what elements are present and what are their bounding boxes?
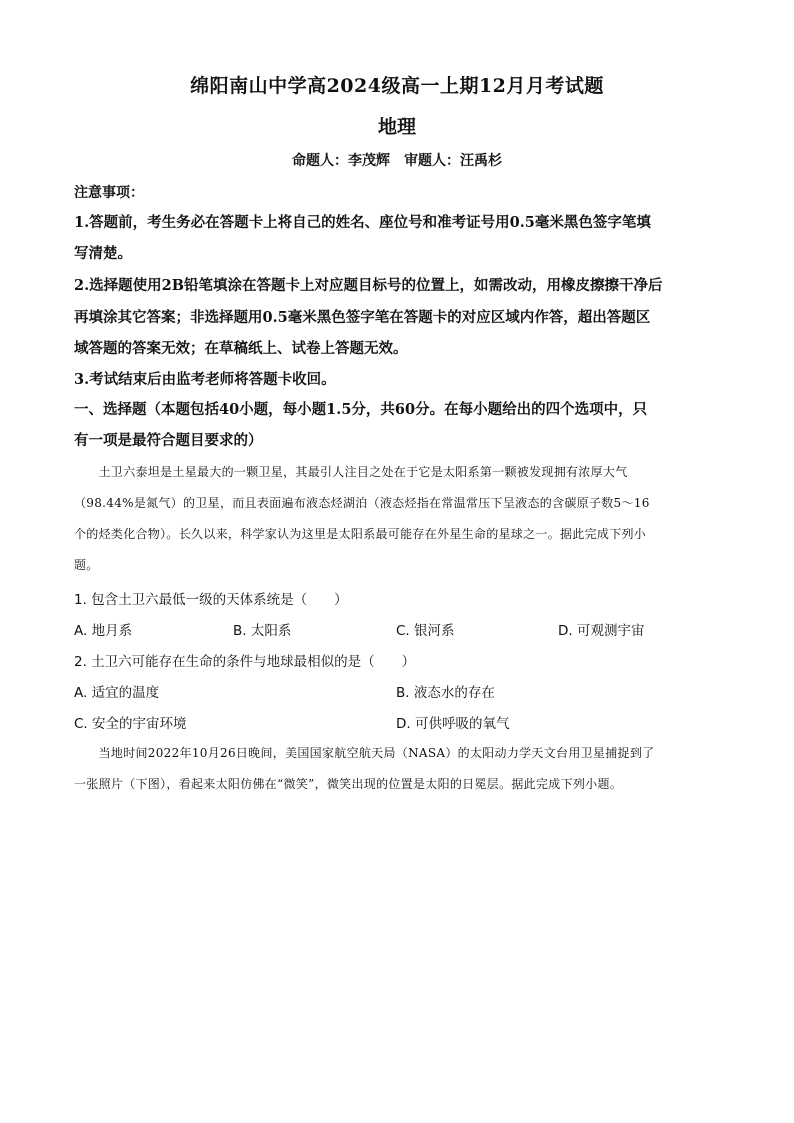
section-heading: 有一项是最符合题目要求的） (74, 432, 263, 449)
question-2-stem: 2. 土卫六可能存在生命的条件与地球最相似的是（ ） (74, 654, 416, 670)
question-1-option-b: B. 太阳系 (233, 623, 292, 639)
passage-line: 当地时间2022年10月26日晚间，美国国家航空航天局（NASA）的太阳动力学天文台用卫星捕捉到了 (74, 746, 655, 760)
question-1-stem: 1. 包含土卫六最低一级的天体系统是（ ） (74, 592, 348, 608)
notice-line: 1.答题前，考生务必在答题卡上将自己的姓名、座位号和准考证号用0.5毫米黑色签字笔填 (74, 214, 651, 231)
notice-line: 3.考试结束后由监考老师将答题卡收回。 (74, 371, 336, 388)
reviewer-label: 审题人：汪禹杉 (404, 153, 502, 169)
passage-line: 题。 (74, 558, 99, 572)
notice-line: 再填涂其它答案；非选择题用0.5毫米黑色签字笔在答题卡的对应区域内作答，超出答题区 (74, 309, 651, 326)
question-2-option-d: D. 可供呼吸的氧气 (396, 716, 510, 732)
notice-line: 域答题的答案无效；在草稿纸上、试卷上答题无效。 (74, 340, 408, 357)
question-2-option-c: C. 安全的宇宙环境 (74, 716, 187, 732)
question-1-option-c: C. 银河系 (396, 623, 455, 639)
question-1-option-a: A. 地月系 (74, 623, 133, 639)
passage-line: 一张照片（下图），看起来太阳仿佛在“微笑”，微笑出现的位置是太阳的日冕层。据此完成下列小题。 (74, 777, 623, 791)
section-heading: 一、选择题（本题包括40小题，每小题1.5分，共60分。在每小题给出的四个选项中，只 (74, 401, 648, 418)
setter-label: 命题人：李茂辉 (292, 153, 390, 169)
notice-line: 写清楚。 (74, 245, 132, 262)
notice-line: 2.选择题使用2B铅笔填涂在答题卡上对应题目标号的位置上，如需改动，用橡皮擦擦干净后 (74, 277, 663, 294)
notice-heading: 注意事项： (74, 185, 144, 201)
passage-line: （98.44%是氮气）的卫星，而且表面遍布液态烃湖泊（液态烃指在常温常压下呈液态的含碳原子数5～16 (74, 496, 650, 510)
passage-line: 土卫六泰坦是土星最大的一颗卫星，其最引人注目之处在于它是太阳系第一颗被发现拥有浓厚大气 (74, 465, 628, 479)
question-2-option-b: B. 液态水的存在 (396, 685, 495, 701)
exam-title: 绵阳南山中学高2024级高一上期12月月考试题 (190, 75, 604, 97)
exam-authors (0, 150, 794, 170)
question-1-option-d: D. 可观测宇宙 (558, 623, 645, 639)
question-2-option-a: A. 适宜的温度 (74, 685, 160, 701)
passage-line: 个的烃类化合物）。长久以来，科学家认为这里是太阳系最可能存在外星生命的星球之一。据此完成下列小 (74, 527, 647, 541)
exam-subject: 地理 (377, 116, 416, 138)
